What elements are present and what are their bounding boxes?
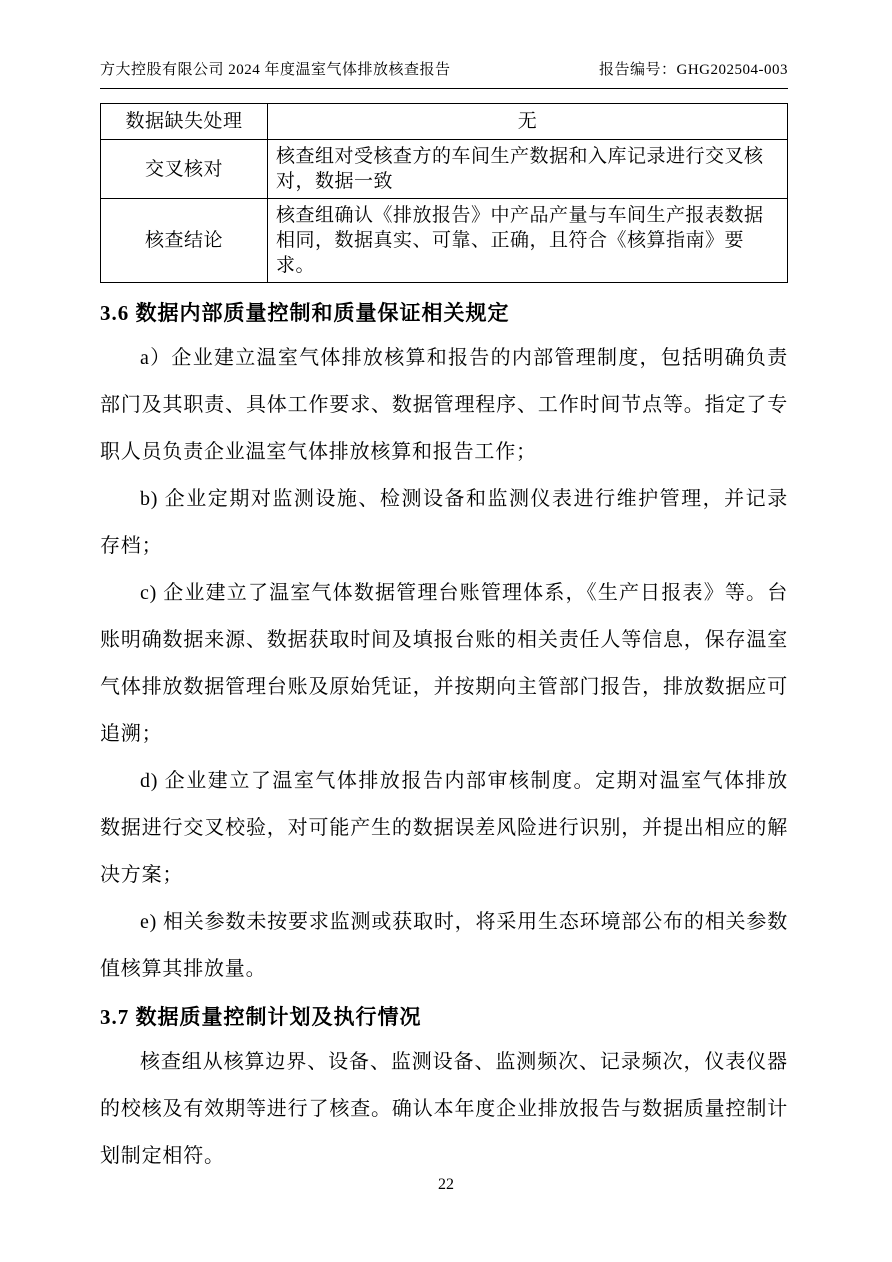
section-3-7-paragraph: 核查组从核算边界、设备、监测设备、监测频次、记录频次，仪表仪器的校核及有效期等进行了核查。确认本年度企业排放报告与数据质量控制计划制定相符。 [100,1051,788,1167]
clause-c: c) 企业建立了温室气体数据管理台账管理体系，《生产日报表》等。台账明确数据来源、数据获取时间及填报台账的相关责任人等信息，保存温室气体排放数据管理台账及原始凭证，并按期向主管部门报告，排放数据应可追溯； [100,582,788,745]
clause-e: e) 相关参数未按要求监测或获取时，将采用生态环境部公布的相关参数值核算其排放量。 [100,911,788,980]
data-quality-table [100,103,788,283]
clause-a: a）企业建立温室气体排放核算和报告的内部管理制度，包括明确负责部门及其职责、具体工作要求、数据管理程序、工作时间节点等。指定了专职人员负责企业温室气体排放核算和报告工作； [100,347,788,463]
row-label: 数据缺失处理 [101,104,268,140]
clause-b: b) 企业定期对监测设施、检测设备和监测仪表进行维护管理，并记录存档； [100,488,788,557]
table-row-cross-check [101,140,788,199]
page-footer [0,1176,892,1194]
section-3-7-heading: 3.7 数据质量控制计划及执行情况 [100,1005,422,1029]
header-report-number: 报告编号：GHG202504-003 [599,62,788,78]
page-header [100,58,788,88]
row-value: 核查组对受核查方的车间生产数据和入库记录进行交叉核对，数据一致 [268,140,788,199]
row-value: 核查组确认《排放报告》中产品产量与车间生产报表数据相同，数据真实、可靠、正确，且符合《核算指南》要求。 [268,199,788,283]
row-label: 交叉核对 [101,140,268,199]
row-label: 核查结论 [101,199,268,283]
page-number: 22 [438,1176,454,1193]
table-row-missing-data [101,104,788,140]
header-divider [100,88,788,89]
header-title: 方大控股有限公司 2024 年度温室气体排放核查报告 [100,62,451,78]
clause-d: d) 企业建立了温室气体排放报告内部审核制度。定期对温室气体排放数据进行交叉校验，对可能产生的数据误差风险进行识别，并提出相应的解决方案； [100,770,788,886]
table-row-conclusion [101,199,788,283]
section-3-6-heading: 3.6 数据内部质量控制和质量保证相关规定 [100,301,510,325]
row-value: 无 [268,104,788,140]
